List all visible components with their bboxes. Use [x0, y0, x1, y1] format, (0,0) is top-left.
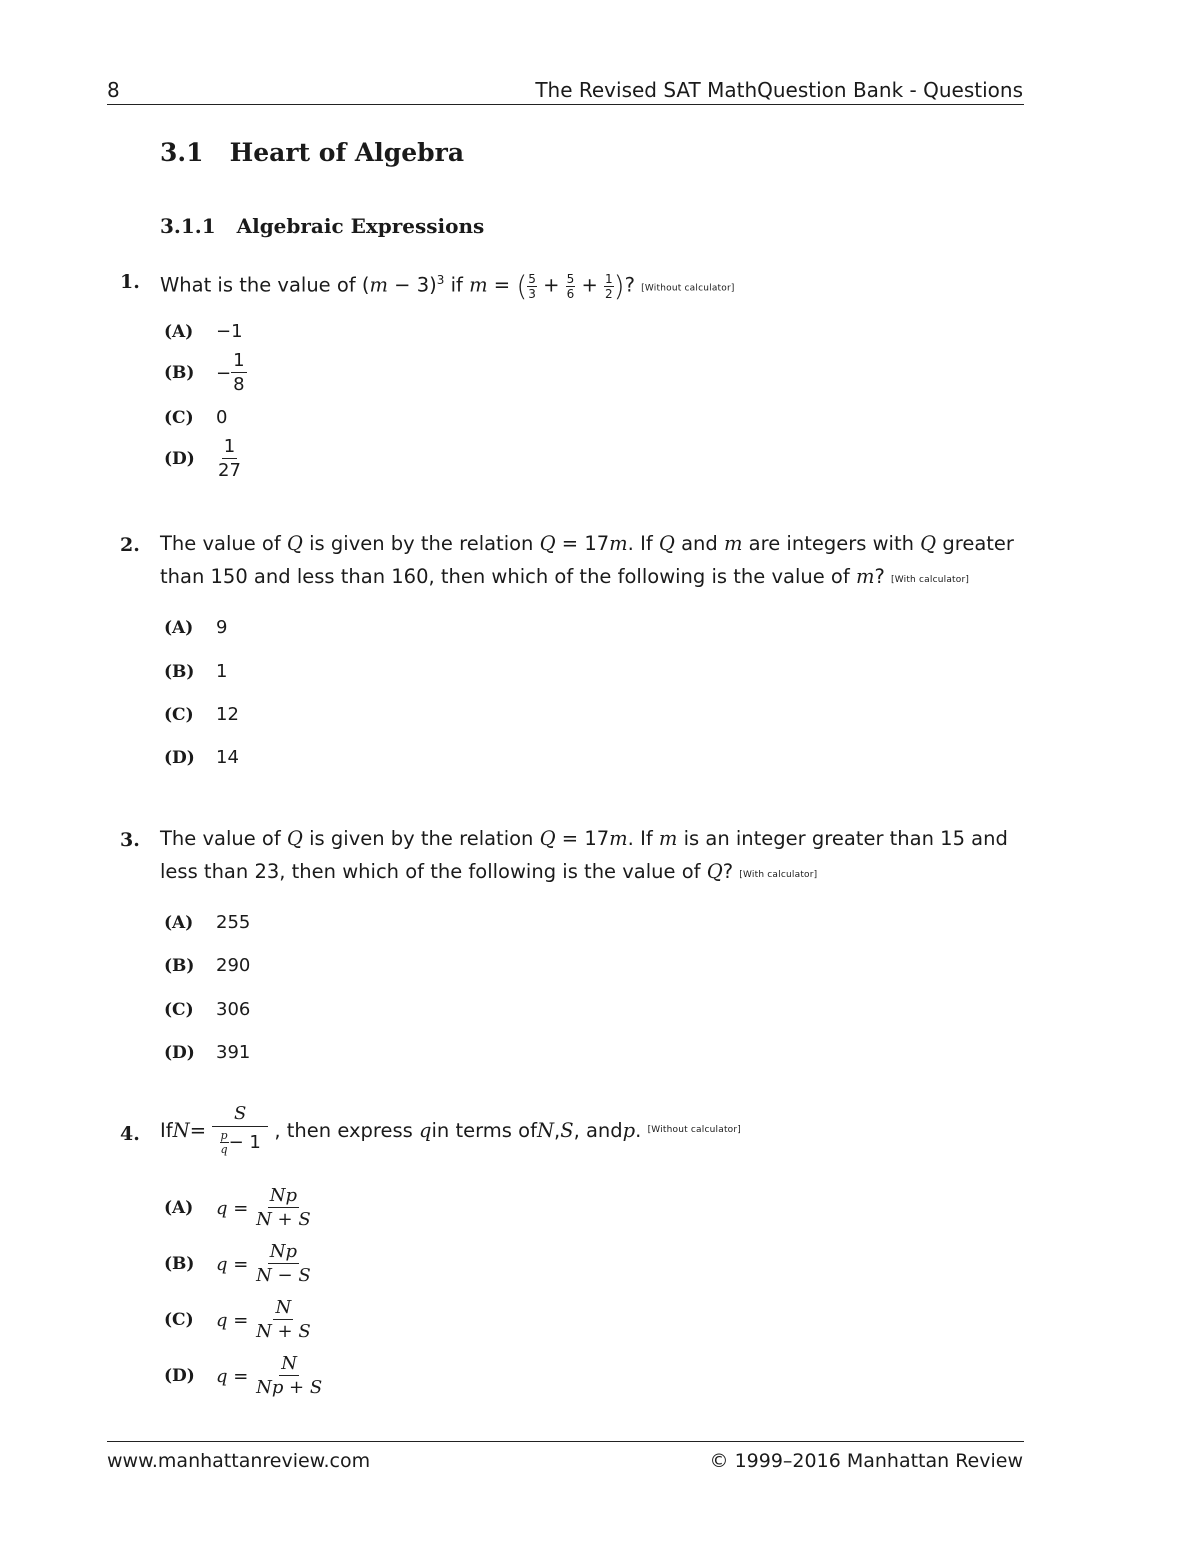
footer-copyright: © 1999–2016 Manhattan Review	[709, 1450, 1023, 1472]
question-number: 1.	[120, 271, 140, 293]
section-title: Heart of Algebra	[229, 138, 465, 167]
question-2-stem: The value of Q is given by the relation Q = 17m. If Q and m are integers with Q greater than 150 and less than 160, then which of the following is the value of m? [With calculator]	[160, 532, 1014, 588]
answer-option[interactable]: (B) q = $\frac{Np}{N - S}$	[164, 1241, 311, 1286]
header-rule	[107, 104, 1024, 105]
fraction: $\frac{N}{Np + S}$	[256, 1353, 323, 1398]
calculator-note: [With calculator]	[891, 575, 970, 585]
running-title: The Revised SAT MathQuestion Bank - Questions	[535, 78, 1023, 102]
fraction: $\frac{1}{8}$	[233, 350, 245, 395]
fraction: S $\frac{p}{q}$ − 1	[212, 1105, 268, 1155]
answer-option[interactable]: (C) 0	[164, 407, 228, 428]
subsection-heading	[160, 214, 484, 238]
question-4-stem: If N = S $\frac{p}{q}$ − 1 , then express q in terms of N , S , and p . [Without calculator]	[160, 1103, 741, 1156]
calculator-note: [Without calculator]	[641, 283, 735, 294]
section-number: 3.1	[160, 138, 204, 167]
answer-option[interactable]: (A) 255	[164, 912, 251, 933]
question-1-stem: What is the value of $(m - 3)^3$ if m = ( $\frac{5}{3}$ + $\frac{5}{6}$ + $\frac{1}{2}$ )? [Without calculator]	[160, 269, 735, 303]
answer-option[interactable]: (D) 391	[164, 1042, 251, 1063]
question-number: 4.	[120, 1123, 140, 1145]
answer-option[interactable]: (A) −1	[164, 321, 243, 342]
question-3-stem: The value of Q is given by the relation Q = 17m. If m is an integer greater than 15 and less than 23, then which of the following is the value of Q? [With calculator]	[160, 827, 1008, 883]
answer-option[interactable]: (B) 1	[164, 661, 228, 682]
answer-option[interactable]: (A) 9	[164, 617, 228, 638]
footer-rule	[107, 1441, 1024, 1442]
answer-option[interactable]: (D) 14	[164, 747, 239, 768]
section-heading	[160, 138, 464, 167]
question-number: 2.	[120, 534, 140, 556]
answer-option[interactable]: (B) − $\frac{1}{8}$	[164, 350, 245, 395]
answer-option[interactable]: (B) 290	[164, 955, 251, 976]
answer-option[interactable]: (D) q = $\frac{N}{Np + S}$	[164, 1353, 323, 1398]
answer-option[interactable]: (C) 306	[164, 999, 251, 1020]
fraction: $\frac{Np}{N + S}$	[256, 1185, 311, 1230]
fraction: $\frac{1}{27}$	[218, 436, 241, 481]
answer-option[interactable]: (C) q = $\frac{N}{N + S}$	[164, 1297, 311, 1342]
answer-option[interactable]: (A) q = $\frac{Np}{N + S}$	[164, 1185, 311, 1230]
calculator-note: [Without calculator]	[647, 1124, 741, 1135]
fraction: $\frac{5}{6}$	[566, 271, 575, 301]
fraction: $\frac{N}{N + S}$	[256, 1297, 311, 1342]
subsection-number: 3.1.1	[160, 214, 216, 238]
fraction: $\frac{1}{2}$	[605, 271, 613, 301]
calculator-note: [With calculator]	[739, 870, 818, 880]
subsection-title: Algebraic Expressions	[236, 214, 485, 238]
footer-website-link[interactable]: www.manhattanreview.com	[107, 1450, 371, 1472]
fraction: $\frac{5}{3}$	[528, 271, 536, 301]
answer-option[interactable]: (D) $\frac{1}{27}$	[164, 436, 241, 481]
answer-option[interactable]: (C) 12	[164, 704, 239, 725]
question-number: 3.	[120, 829, 140, 851]
page-number: 8	[107, 78, 120, 102]
fraction: $\frac{Np}{N - S}$	[256, 1241, 311, 1286]
